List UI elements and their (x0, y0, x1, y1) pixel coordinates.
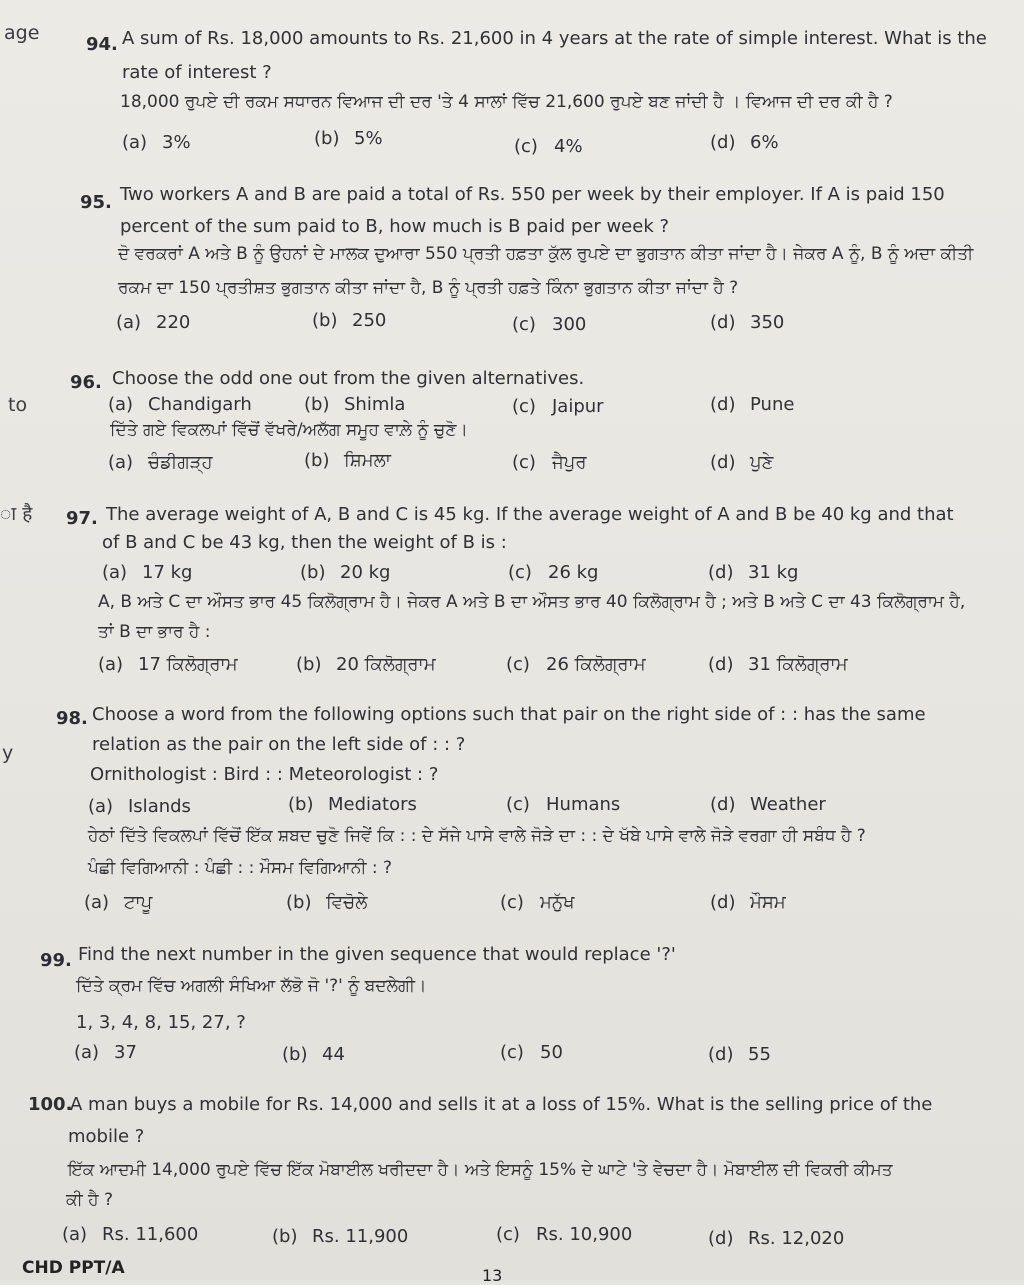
option-label: (b) (304, 394, 330, 415)
option-text: 26 ਕਿਲੋਗ੍ਰਾਮ (546, 654, 646, 675)
option-b[interactable] (314, 128, 383, 149)
option-b-pa[interactable] (286, 892, 367, 913)
option-label: (a) (62, 1224, 88, 1245)
option-label: (d) (710, 794, 736, 815)
option-label: (c) (506, 654, 530, 675)
option-label: (c) (506, 794, 530, 815)
option-text: 4% (554, 136, 583, 157)
option-b[interactable] (288, 794, 417, 815)
option-d[interactable] (710, 312, 784, 333)
option-a[interactable] (74, 1042, 137, 1063)
option-text: Pune (750, 394, 795, 415)
option-text: Jaipur (552, 396, 604, 417)
option-c[interactable] (506, 794, 620, 815)
option-c[interactable] (512, 396, 604, 417)
option-text: 31 ਕਿਲੋਗ੍ਰਾਮ (748, 654, 848, 675)
page-number: 13 (482, 1266, 503, 1285)
option-text: Humans (546, 794, 621, 815)
option-label: (b) (288, 794, 314, 815)
question-text-en: Choose a word from the following options such that pair on the right side of : : has the same (92, 704, 926, 725)
option-label: (a) (84, 892, 110, 913)
option-label: (b) (286, 892, 312, 913)
question-text-pa: ਦੋ ਵਰਕਰਾਂ A ਅਤੇ B ਨੂੰ ਉਹਨਾਂ ਦੇ ਮਾਲਕ ਦੁਆਰਾ 550 ਪ੍ਰਤੀ ਹਫ਼ਤਾ ਕੁੱਲ ਰੁਪਏ ਦਾ ਭੁਗਤਾਨ ਕੀਤਾ ਜਾਂਦਾ ਹੈ। ਜੇਕਰ A ਨੂੰ, B ਨੂੰ ਅਦਾ ਕੀਤੀ (118, 244, 974, 264)
option-d-pa[interactable] (710, 892, 786, 913)
option-b-pa[interactable] (296, 654, 436, 675)
option-label: (b) (314, 128, 340, 149)
option-text: 300 (552, 314, 587, 335)
question-number: 96. (70, 372, 102, 393)
option-text: 17 ਕਿਲੋਗ੍ਰਾਮ (138, 654, 238, 675)
question-text-en: Two workers A and B are paid a total of Rs. 550 per week by their employer. If A is paid 150 (120, 184, 945, 205)
option-text: Rs. 10,900 (536, 1224, 633, 1245)
option-d[interactable] (710, 394, 794, 415)
question-text-pa: ਇੱਕ ਆਦਮੀ 14,000 ਰੁਪਏ ਵਿੱਚ ਇੱਕ ਮੋਬਾਈਲ ਖਰੀਦਦਾ ਹੈ। ਅਤੇ ਇਸਨੂੰ 15% ਦੇ ਘਾਟੇ 'ਤੇ ਵੇਚਦਾ ਹੈ। ਮੋਬਾਈਲ ਦੀ ਵਿਕਰੀ ਕੀਮਤ (68, 1160, 893, 1180)
option-c[interactable] (508, 562, 598, 583)
option-text: 20 kg (340, 562, 391, 583)
question-text-en: A man buys a mobile for Rs. 14,000 and sells it at a loss of 15%. What is the selling price of the (70, 1094, 933, 1115)
option-c[interactable] (500, 1042, 563, 1063)
question-text-en: Ornithologist : Bird : : Meteorologist : ? (90, 764, 439, 785)
option-text: 250 (352, 310, 387, 331)
option-text: ਜੈਪੁਰ (552, 452, 587, 473)
option-text: Shimla (344, 394, 406, 415)
option-text: 5% (354, 128, 383, 149)
option-text: 55 (748, 1044, 771, 1065)
option-a[interactable] (116, 312, 190, 333)
option-label: (b) (272, 1226, 298, 1247)
option-a-pa[interactable] (84, 892, 152, 913)
option-b[interactable] (304, 394, 405, 415)
question-number: 97. (66, 508, 98, 529)
option-label: (a) (98, 654, 124, 675)
question-text-en: Choose the odd one out from the given alternatives. (112, 368, 585, 389)
option-d[interactable] (708, 1228, 844, 1249)
option-b[interactable] (300, 562, 390, 583)
option-label: (c) (500, 892, 524, 913)
option-text: 6% (750, 132, 779, 153)
question-text-pa: ਪੰਛੀ ਵਿਗਿਆਨੀ : ਪੰਛੀ : : ਮੌਸਮ ਵਿਗਿਆਨੀ : ? (88, 858, 393, 878)
question-text-pa: ਕੀ ਹੈ ? (66, 1190, 113, 1210)
option-text: 37 (114, 1042, 137, 1063)
option-text: Rs. 11,600 (102, 1224, 199, 1245)
question-number: 100. (28, 1094, 73, 1115)
option-text: ਮਨੁੱਖ (540, 892, 575, 913)
option-c-pa[interactable] (506, 654, 646, 675)
question-text-pa: A, B ਅਤੇ C ਦਾ ਔਸਤ ਭਾਰ 45 ਕਿਲੋਗ੍ਰਾਮ ਹੈ। ਜੇਕਰ A ਅਤੇ B ਦਾ ਔਸਤ ਭਾਰ 40 ਕਿਲੋਗ੍ਰਾਮ ਹੈ ; ਅਤੇ B ਅਤੇ C ਦਾ 43 ਕਿਲੋਗ੍ਰਾਮ ਹੈ, (98, 592, 966, 612)
question-number: 94. (86, 34, 118, 55)
question-text-en: mobile ? (68, 1126, 145, 1147)
option-text: ਚੰਡੀਗੜ੍ਹ (148, 452, 213, 473)
question-text-pa: ਰਕਮ ਦਾ 150 ਪ੍ਰਤੀਸ਼ਤ ਭੁਗਤਾਨ ਕੀਤਾ ਜਾਂਦਾ ਹੈ, B ਨੂੰ ਪ੍ਰਤੀ ਹਫ਼ਤੇ ਕਿੰਨਾ ਭੁਗਤਾਨ ਕੀਤਾ ਜਾਂਦਾ ਹੈ ? (118, 278, 739, 298)
option-a[interactable] (122, 132, 191, 153)
option-label: (b) (282, 1044, 308, 1065)
option-label: (b) (304, 450, 330, 471)
option-c[interactable] (496, 1224, 632, 1245)
question-text-pa: ਹੇਠਾਂ ਦਿੱਤੇ ਵਿਕਲਪਾਂ ਵਿੱਚੋਂ ਇੱਕ ਸ਼ਬਦ ਚੁਣੋ ਜਿਵੇਂ ਕਿ : : ਦੇ ਸੱਜੇ ਪਾਸੇ ਵਾਲੇ ਜੋੜੇ ਦਾ : : ਦੇ ਖੱਬੇ ਪਾਸੇ ਵਾਲੇ ਜੋੜੇ ਵਰਗਾ ਹੀ ਸਬੰਧ ਹੈ ? (88, 826, 866, 846)
question-number: 98. (56, 708, 88, 729)
option-c[interactable] (512, 314, 586, 335)
option-text: Chandigarh (148, 394, 252, 415)
option-d[interactable] (710, 794, 826, 815)
option-text: 50 (540, 1042, 563, 1063)
option-label: (d) (708, 562, 734, 583)
option-a[interactable] (108, 394, 252, 415)
question-text-pa: ਦਿੱਤੇ ਕ੍ਰਮ ਵਿੱਚ ਅਗਲੀ ਸੰਖਿਆ ਲੱਭੋ ਜੋ '?' ਨੂੰ ਬਦਲੇਗੀ। (76, 976, 427, 996)
question-text-en: percent of the sum paid to B, how much is B paid per week ? (120, 216, 670, 237)
option-d[interactable] (710, 132, 779, 153)
option-a[interactable] (62, 1224, 198, 1245)
option-label: (a) (74, 1042, 100, 1063)
option-label: (c) (508, 562, 532, 583)
option-a[interactable] (88, 796, 191, 817)
margin-fragment-hi: ा है (0, 503, 33, 525)
option-c-pa[interactable] (512, 452, 587, 473)
option-text: 44 (322, 1044, 345, 1065)
margin-fragment-low: y (2, 742, 14, 764)
question-number: 95. (80, 192, 112, 213)
option-text: 350 (750, 312, 785, 333)
option-text: ਟਾਪੂ (124, 892, 153, 913)
question-text-pa: ਦਿੱਤੇ ਗਏ ਵਿਕਲਪਾਂ ਵਿੱਚੋਂ ਵੱਖਰੇ/ਅਲੱਗ ਸਮੂਹ ਵਾਲ਼ੇ ਨੂੰ ਚੁਣੋ। (110, 420, 468, 440)
option-text: ਮੌਸਮ (750, 892, 786, 913)
question-text-pa: ਤਾਂ B ਦਾ ਭਾਰ ਹੈ : (98, 622, 211, 642)
option-text: 20 ਕਿਲੋਗ੍ਰਾਮ (336, 654, 436, 675)
option-c-pa[interactable] (500, 892, 575, 913)
option-label: (a) (102, 562, 128, 583)
option-a-pa[interactable] (108, 452, 213, 473)
margin-fragment-top: age (4, 22, 40, 44)
option-text: Weather (750, 794, 826, 815)
question-text-en: A sum of Rs. 18,000 amounts to Rs. 21,600 in 4 years at the rate of simple interest. What is the (122, 28, 987, 49)
option-text: ਪੁਣੇ (750, 452, 774, 473)
option-text: 31 kg (748, 562, 799, 583)
option-label: (a) (108, 394, 134, 415)
option-label: (c) (514, 136, 538, 157)
option-text: Islands (128, 796, 191, 817)
option-label: (c) (512, 314, 536, 335)
option-b-pa[interactable] (304, 450, 391, 471)
option-label: (a) (122, 132, 148, 153)
option-text: 26 kg (548, 562, 599, 583)
option-label: (d) (710, 312, 736, 333)
option-a[interactable] (102, 562, 192, 583)
option-b[interactable] (312, 310, 386, 331)
option-label: (d) (708, 654, 734, 675)
option-text: Rs. 12,020 (748, 1228, 845, 1249)
option-text: Rs. 11,900 (312, 1226, 409, 1247)
option-a-pa[interactable] (98, 654, 238, 675)
option-label: (d) (710, 452, 736, 473)
option-text: 220 (156, 312, 191, 333)
question-text-en: Find the next number in the given sequence that would replace '?' (78, 944, 676, 965)
question-text-en: rate of interest ? (122, 62, 272, 83)
option-label: (a) (108, 452, 134, 473)
question-text-pa: 18,000 ਰੁਪਏ ਦੀ ਰਕਮ ਸਧਾਰਨ ਵਿਆਜ ਦੀ ਦਰ 'ਤੇ 4 ਸਾਲਾਂ ਵਿੱਚ 21,600 ਰੁਪਏ ਬਣ ਜਾਂਦੀ ਹੈ । ਵਿਆਜ ਦੀ ਦਰ ਕੀ ਹੈ ? (120, 92, 893, 112)
option-label: (c) (496, 1224, 520, 1245)
option-label: (a) (116, 312, 142, 333)
option-label: (c) (512, 452, 536, 473)
option-text: 3% (162, 132, 191, 153)
option-text: 17 kg (142, 562, 193, 583)
option-label: (b) (296, 654, 322, 675)
option-label: (a) (88, 796, 114, 817)
option-text: ਸ਼ਿਮਲਾ (344, 450, 391, 471)
option-label: (d) (708, 1044, 734, 1065)
footer-code: CHD PPT/A (22, 1258, 125, 1278)
option-d[interactable] (708, 1044, 771, 1065)
question-text-en: The average weight of A, B and C is 45 kg. If the average weight of A and B be 40 kg and that (106, 504, 954, 525)
option-label: (b) (300, 562, 326, 583)
margin-fragment-mid: to (8, 394, 28, 416)
option-label: (d) (710, 132, 736, 153)
option-text: Mediators (328, 794, 417, 815)
option-b[interactable] (272, 1226, 408, 1247)
question-text-en: of B and C be 43 kg, then the weight of B is : (102, 532, 507, 553)
option-label: (c) (500, 1042, 524, 1063)
option-b[interactable] (282, 1044, 345, 1065)
option-c[interactable] (514, 136, 583, 157)
option-text: ਵਿਚੋਲੇ (326, 892, 368, 913)
option-label: (d) (708, 1228, 734, 1249)
option-d-pa[interactable] (710, 452, 773, 473)
option-label: (b) (312, 310, 338, 331)
option-label: (d) (710, 892, 736, 913)
option-d[interactable] (708, 562, 798, 583)
question-number: 99. (40, 950, 72, 971)
option-d-pa[interactable] (708, 654, 848, 675)
option-label: (d) (710, 394, 736, 415)
option-label: (c) (512, 396, 536, 417)
question-text-en: relation as the pair on the left side of : : ? (92, 734, 466, 755)
sequence: 1, 3, 4, 8, 15, 27, ? (76, 1012, 246, 1033)
